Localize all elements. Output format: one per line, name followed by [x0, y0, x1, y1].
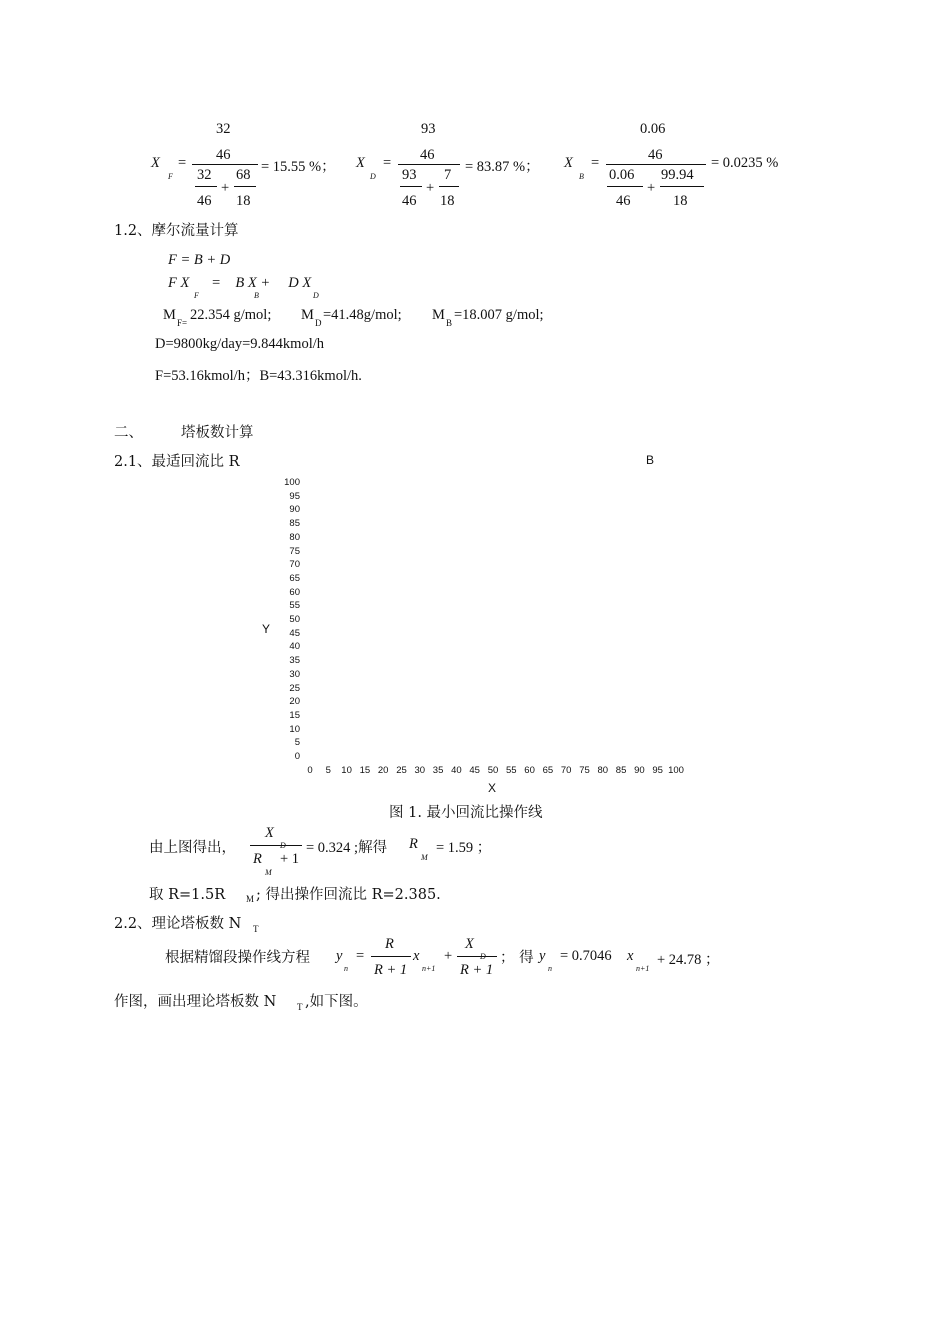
y-tick-label: 90: [289, 504, 300, 516]
xd-a-numerator: 93: [402, 167, 417, 183]
y-tick-label: 65: [289, 572, 300, 584]
op-rhs: = 0.7046: [560, 948, 612, 964]
mass-balance-sub-b: B: [254, 291, 259, 300]
y-tick-label: 75: [289, 545, 300, 557]
xb-b-bar: [660, 186, 704, 187]
rmin-frac-den-plus: + 1: [280, 851, 300, 867]
section-2-number: 二、: [114, 425, 143, 441]
op-y: y: [336, 948, 343, 964]
xf-fraction-bar: [192, 164, 258, 165]
xf-subscript: F: [168, 172, 173, 181]
x-tick-label: 55: [506, 765, 517, 776]
x-tick-label: 85: [615, 765, 627, 776]
mf-subscript: F=: [177, 318, 188, 328]
section-2-1-heading: 2.1、最适回流比 R: [114, 454, 240, 470]
y-tick-label: 30: [289, 668, 300, 680]
xd-equals: =: [383, 155, 392, 171]
x-tick-label: 0: [307, 765, 313, 776]
mass-balance-sub-d: D: [313, 291, 319, 300]
xb-a-numerator: 0.06: [609, 167, 635, 183]
y-tick-label: 45: [289, 627, 300, 639]
xf-symbol: X: [151, 155, 160, 171]
mb-value: =18.007 g/mol;: [454, 307, 544, 323]
xf-b-bar: [234, 186, 256, 187]
op-f1-numerator: R: [385, 936, 394, 952]
x-tick-label: 95: [652, 765, 663, 776]
y-tick-label: 80: [289, 531, 300, 543]
mass-balance-eq1: F = B + D: [168, 252, 231, 268]
op-f2-bar: [457, 956, 497, 957]
xd-result: = 83.87 %；: [465, 159, 540, 175]
y-tick-label: 95: [289, 490, 300, 502]
operating-line-lead: 根据精馏段操作线方程: [165, 950, 310, 966]
mf-value: 22.354 g/mol;: [190, 307, 272, 323]
y-tick-label: 40: [289, 641, 300, 653]
xf-result: = 15.55 %；: [261, 159, 336, 175]
section-2-2-heading-sub: T: [253, 924, 259, 934]
op-x2: x: [627, 948, 634, 964]
xb-symbol: X: [564, 155, 573, 171]
op-get-text: ； 得: [500, 950, 534, 966]
y-tick-label: 85: [289, 518, 300, 530]
rmin-r-value: = 1.59 ；: [436, 840, 492, 856]
op-f2-numerator: X: [465, 936, 474, 952]
section-2-2-heading-text: 2.2、理论塔板数 N: [114, 916, 242, 932]
xf-b-denominator: 18: [236, 193, 251, 209]
x-tick-label: 5: [325, 765, 331, 776]
rmin-frac-den-r: R: [253, 851, 262, 867]
xd-plus: +: [426, 180, 435, 196]
x-tick-label: 10: [341, 765, 352, 776]
reflux-text-b: ; 得出操作回流比 R=2.385.: [256, 887, 441, 903]
op-y2-sub: n: [548, 964, 552, 973]
section-1-2-heading: 1.2、摩尔流量计算: [114, 223, 239, 239]
chart-corner-label: B: [646, 453, 655, 467]
xd-b-bar: [439, 186, 459, 187]
op-f2-numerator-sub: D: [480, 952, 486, 961]
mass-balance-eq2: F X = B X + D X: [168, 275, 312, 291]
mf-symbol: M: [163, 307, 176, 323]
reflux-text-a: 取 R=1.5R: [149, 887, 226, 903]
x-tick-label: 60: [524, 765, 535, 776]
y-tick-label: 60: [289, 586, 300, 598]
y-tick-label: 35: [289, 655, 300, 667]
md-subscript: D: [315, 318, 322, 328]
x-tick-label: 75: [579, 765, 590, 776]
xd-symbol: X: [356, 155, 365, 171]
xf-a-numerator: 32: [197, 167, 212, 183]
x-tick-label: 45: [469, 765, 480, 776]
xd-fraction-bar: [398, 164, 460, 165]
xf-a-denominator: 46: [197, 193, 212, 209]
y-tick-label: 100: [284, 477, 300, 488]
xd-b-numerator: 7: [444, 167, 452, 183]
y-tick-label: 55: [289, 600, 300, 612]
closing-sub: T: [297, 1002, 303, 1012]
x-tick-label: 100: [668, 765, 684, 776]
closing-text-a: 作图，画出理论塔板数 N: [114, 994, 277, 1010]
x-tick-label: 65: [542, 765, 554, 776]
closing-text-b: ,如下图。: [305, 994, 368, 1010]
xb-equals: =: [591, 155, 600, 171]
rmin-frac-den-sub: M: [265, 868, 272, 877]
op-plus: +: [444, 948, 453, 964]
xb-a-denominator: 46: [616, 193, 631, 209]
xd-a-denominator: 46: [402, 193, 417, 209]
xd-top-numerator: 93: [421, 121, 436, 137]
rmin-r-sub: M: [421, 853, 428, 862]
rmin-lead-text: 由上图得出，: [149, 840, 236, 856]
op-f1-denominator: R + 1: [374, 962, 408, 978]
op-y-sub: n: [344, 964, 348, 973]
xf-equals: =: [178, 155, 187, 171]
x-tick-label: 15: [359, 765, 371, 776]
xb-subscript: B: [579, 172, 584, 181]
xb-fraction-bar: [606, 164, 706, 165]
op-x-sub: n+1: [422, 964, 436, 973]
reflux-sub: M: [246, 894, 255, 904]
rmin-frac-numerator-sub: D: [280, 841, 286, 850]
op-f2-denominator: R + 1: [460, 962, 494, 978]
x-tick-label: 70: [560, 765, 572, 776]
rmin-r-symbol: R: [409, 836, 418, 852]
xd-subscript: D: [370, 172, 376, 181]
md-value: =41.48g/mol;: [323, 307, 402, 323]
xb-top-denominator: 46: [648, 147, 663, 163]
xb-top-numerator: 0.06: [640, 121, 666, 137]
xd-b-denominator: 18: [440, 193, 455, 209]
rmin-frac-numerator: X: [265, 825, 274, 841]
op-x2-sub: n+1: [636, 964, 650, 973]
y-tick-label: 5: [294, 737, 300, 749]
x-tick-label: 25: [396, 765, 407, 776]
xb-plus: +: [647, 180, 656, 196]
xf-top-numerator: 32: [216, 121, 231, 137]
y-tick-label: 70: [289, 559, 300, 571]
x-tick-label: 40: [451, 765, 462, 776]
xf-top-denominator: 46: [216, 147, 231, 163]
mb-symbol: M: [432, 307, 445, 323]
xd-top-denominator: 46: [420, 147, 435, 163]
xb-b-denominator: 18: [673, 193, 688, 209]
y-tick-label: 10: [289, 723, 300, 735]
y-tick-label: 15: [289, 709, 300, 721]
op-rhs2: + 24.78 ；: [657, 952, 720, 968]
op-y2: y: [539, 948, 546, 964]
xf-plus: +: [221, 180, 230, 196]
op-eq-sign: =: [356, 948, 365, 964]
md-symbol: M: [301, 307, 314, 323]
y-tick-label: 20: [289, 696, 300, 708]
y-tick-label: 25: [289, 682, 300, 694]
mb-subscript: B: [446, 318, 453, 328]
x-tick-label: 50: [487, 765, 499, 776]
mass-balance-sub-f: F: [194, 291, 199, 300]
y-tick-label: 50: [289, 614, 300, 625]
op-f1-bar: [371, 956, 411, 957]
rmin-fraction-bar: [250, 845, 302, 846]
op-x: x: [413, 948, 420, 964]
section-2-title: 塔板数计算: [181, 425, 254, 441]
feed-bottoms-flow: F=53.16kmol/h；B=43.316kmol/h.: [155, 368, 362, 384]
xb-b-numerator: 99.94: [661, 167, 694, 183]
y-axis-label: Y: [262, 622, 271, 636]
xb-result: = 0.0235 %: [711, 155, 779, 171]
xf-b-numerator: 68: [236, 167, 251, 183]
x-tick-label: 90: [634, 765, 645, 776]
x-tick-label: 35: [432, 765, 444, 776]
distillate-flow: D=9800kg/day=9.844kmol/h: [155, 336, 325, 352]
x-axis-label: X: [488, 781, 497, 795]
rmin-eq: = 0.324 ;解得: [306, 840, 388, 856]
x-tick-label: 80: [597, 765, 609, 776]
xf-a-bar: [195, 186, 217, 187]
x-tick-label: 20: [377, 765, 389, 776]
x-tick-label: 30: [414, 765, 426, 776]
xb-a-bar: [607, 186, 643, 187]
xd-a-bar: [400, 186, 422, 187]
figure-caption: 图 1. 最小回流比操作线: [389, 805, 543, 821]
y-tick-label: 0: [294, 751, 300, 762]
